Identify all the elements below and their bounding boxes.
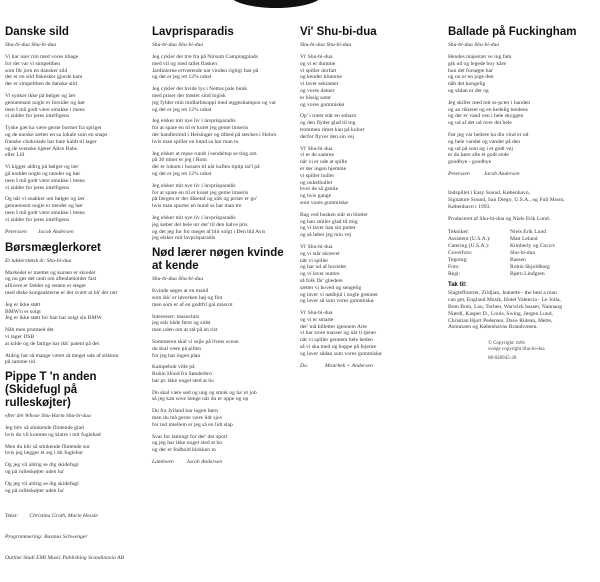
lyric-line: og vi er dumme [300, 60, 336, 67]
lyric-line: vi sidder for jeres intelligens [5, 113, 70, 120]
lyric-line: der er simpelthen de danske sild [5, 81, 77, 88]
lyric-line: men I må godt være smukke i mens [5, 177, 85, 184]
stanza [152, 86, 288, 113]
lyric-line: Aldrig har så mange været så meget ude af stikken [5, 352, 119, 359]
lyric-line: Bag ved busken står en blotter [300, 211, 368, 218]
lyric-line: Du fra Jylland har ingen børn [152, 408, 219, 415]
credit-row [448, 257, 594, 264]
song-title-borsmaeglerkoret: Børsmæglerkoret [5, 241, 101, 254]
song-subtitle: Shu-bi-dua Shu-bi-dua [152, 42, 204, 48]
stanza [300, 146, 436, 207]
lyric-line: og hele vandet og vandet på den [448, 138, 521, 145]
lyric-line: jeg elsker mit lavprisparadis [152, 235, 216, 242]
credit-role: Tegning: [448, 256, 468, 263]
lyric-line: hvis du vil komme og klatre i mit fuglebad [5, 431, 101, 438]
lyric-line: Jeg er ikke støtt [5, 301, 41, 308]
song-credit: Lambwen Jacob Andersen [152, 459, 223, 466]
lyric-line: vi spiller huller [300, 172, 335, 179]
lyric-line: Vi' Shu-bi-dua [300, 54, 333, 60]
lyric-line: aflivere er fældet og renten er steget [5, 283, 86, 290]
credit-row [448, 243, 594, 250]
lyric-line: Vi' Shu-bi-dua [300, 310, 333, 317]
lyric-line: og ud på som og i et godt vej [448, 145, 513, 152]
lyric-line: derfor flyver den sin vej [300, 133, 355, 140]
lyric-line: hun det forsøgte har [448, 67, 493, 74]
lyric-line: hvor de så gamle [300, 186, 339, 193]
song-title-nod-laerer-nogen-kvinde: Nød lærer nøgen kvinde at kende [152, 247, 284, 273]
credit-row [448, 236, 594, 243]
recording-info [448, 190, 594, 223]
lyric-line: når vi spiller [300, 257, 329, 264]
song-title-pippe-t-n-anden: Pippe T 'n anden (Skidefugl på rulleskøjter) [5, 371, 97, 410]
lyric-line: og har ud af hovedet [300, 264, 346, 271]
lyric-line: for det var vi simpelthen [5, 60, 60, 67]
song-lyrics-lavprisparadis [152, 54, 288, 242]
catalog-number: 08-028945-28 [488, 356, 517, 362]
credit-row [448, 271, 594, 278]
lyric-line: og laver sådan som vores gummiskø [300, 350, 382, 357]
lyric-line: og hvis gange [300, 193, 332, 200]
lyrics-column-3 [300, 26, 436, 376]
song-title-lavprisparadis: Lavprisparadis [152, 26, 234, 38]
stanza [300, 113, 436, 140]
lyric-line: Op' i træer står en sobarn [300, 113, 357, 120]
thanks-line: Niørdi, Kasper D., Louis, Swing, Jørgen Lund, [448, 310, 553, 317]
credit-role: Catering (U.S.A.): [448, 242, 490, 249]
song-lyrics-ballade-pa-fuckingham [448, 54, 594, 166]
lyric-line: og der er fodbold klokken to [152, 447, 216, 454]
thanks-line: can get, England Musik, Hotel Valencia - Le Jolla, [448, 297, 561, 304]
lyric-line: Kampebuk ville på [152, 364, 195, 371]
lyric-line: Og jeg vil aldrig se dig skidefugl [5, 480, 79, 487]
lyric-line: så jeg kan sove længe når du er oppe og op [152, 396, 249, 403]
credit-line: Tekst: Christina Groth, Marie Hessle [5, 513, 98, 520]
stanza [152, 364, 288, 384]
stanza [5, 54, 141, 88]
lyric-line: hvis man spiller en hund sa har man to [152, 138, 239, 145]
lyric-line: eller Lill [5, 152, 25, 159]
lyric-line: og det er jeg ret 12% rabat [152, 106, 212, 113]
lyric-line: du skal være på pillen [152, 345, 202, 352]
stanza [300, 244, 436, 305]
lyric-line: og det er jeg ret 12% rabat [152, 74, 212, 81]
copyright-notice [448, 341, 594, 362]
lyric-line: Jeg bliv så stinkende flintende glad [5, 425, 84, 432]
lyric-line: og vores damer [300, 87, 335, 94]
song-lyrics-nod-laerer-nogen-kvinde [152, 288, 288, 454]
stanza [152, 434, 288, 454]
lyric-line: Jeg elsker mit nye liv i lavprisparadis [152, 214, 236, 221]
song-lyrics-pippe-t-n-anden [5, 425, 141, 494]
lyric-line: Og jeg vil aldrig se dig skidefugl [5, 462, 79, 469]
lyric-line: er hissig samt [300, 94, 331, 101]
lyric-line: Robin Hood fra Sønderbro [152, 371, 212, 378]
lyric-line: og an rikteret og en kedelig tendens [448, 106, 528, 113]
thanks-text [448, 290, 594, 331]
lyric-line: og den flyder glad til tng [300, 120, 356, 127]
lyric-line: der er en sild fiskesker gjorde ham [5, 74, 83, 81]
lyric-line: og kender klumme [300, 74, 342, 81]
lyric-line: at kilde og de fattige har ikk' patent på det [5, 340, 100, 347]
thanks-line: Bom Bom, Lau, Torben, Warwick basser, Nannaog [448, 304, 562, 311]
info-line: Indspillet i Easy Sound, København, [448, 189, 531, 196]
stanza [5, 302, 141, 322]
lyric-line: gik ud og legede boy kåre [448, 60, 506, 67]
credit-name: Kimberly og Coco's [510, 242, 555, 249]
lyric-line: på færgen er der dåsetaf og slik og priser er go' [152, 196, 257, 203]
stanza [448, 132, 594, 166]
stanza [5, 125, 141, 159]
lyric-line: Sommeren skal vi sejle på livets ocean [152, 338, 239, 345]
lyric-line: Svar for lamingt for der' der sport [152, 433, 228, 440]
lyric-line: Vi har især rim med vores tibage [5, 54, 79, 60]
info-line: Signature Sound, San Diego, U.S.A., og Full Moon, [448, 196, 565, 203]
lyric-line: som fik jorn en dansker sild [5, 67, 68, 74]
lyric-line: når vi er ude at spille [300, 159, 348, 166]
lyric-line: Jeg skiller med mit ss-pcter i handen [448, 99, 531, 106]
stanza [5, 462, 141, 476]
lyric-line: for at spare en til er koret jeg gerne imseris [152, 125, 249, 132]
lyric-line: og sådan er det og [448, 87, 489, 94]
song-subtitle: efter det Whose Shu-Harm Shu-bi-dua [5, 413, 91, 420]
stanza [152, 118, 288, 145]
lyric-line: Du skal være sød og ung og smuk og ha' et job [152, 389, 257, 396]
song-title-ballade-pa-fuckingham: Ballade på Fuckingham [448, 26, 577, 38]
info-line: København i 1993. [448, 203, 491, 210]
credit-row [448, 264, 594, 271]
lyric-line: der er lokum i bussen til når kaflen tiptip tai'l på [152, 164, 260, 171]
lyric-line: men du må gerne være lidt sjov [152, 415, 223, 422]
lyric-line: der' må billetter igennem Arte [300, 323, 367, 330]
lyric-line: men uden om at stå på en rist [152, 327, 218, 334]
lyric-line: og vi står skrævet [300, 250, 340, 257]
song-credit: Peterssen Jacob Andersen [448, 170, 520, 177]
credit-name: Niels Erik Lund [510, 229, 547, 236]
lyric-line: Jeg elsker at repse rundt i sendeltop se ting om [152, 150, 257, 157]
stanza [5, 196, 141, 223]
stanza [5, 444, 141, 458]
lyric-line: for ind imellem er jeg så en lidt slap [152, 421, 233, 428]
thanks-line: Asmussen og Københavns Brandvæsen. [448, 324, 538, 331]
lyric-line: og vi laver numre [300, 271, 340, 278]
lyric-line: Og når vi snakker om bølger og lær [5, 196, 85, 203]
credit-name: Matt Leland [510, 236, 538, 243]
lyric-line: vi laver sektamer [300, 81, 339, 88]
stanza [448, 100, 594, 127]
credit-name: Shu-bi-dua [510, 249, 535, 256]
stanza [152, 390, 288, 404]
stanza [5, 327, 141, 347]
song-subtitle: Shu-bi-dua Shu-bi-dua [300, 42, 352, 48]
stanza [5, 270, 141, 297]
lyric-line: Men du blir så stinkende flintende sur [5, 443, 90, 450]
stanza [152, 408, 288, 428]
lyric-line: med priser der trøster sind logisk [152, 92, 226, 99]
lyric-line: Jeg er ikke støtt for han har solgt sin BMW [5, 315, 102, 322]
lyric-line: og onkelhuller [300, 179, 333, 186]
stanza [5, 481, 141, 495]
lyric-line: Jeg elsker mit nye liv i lavprisparadis [152, 118, 236, 125]
song-subtitle: Shu-bi-dua Shu-bi-dua [5, 42, 57, 48]
lyric-line: på 30 timer er jeg i Rom [152, 157, 207, 164]
credit-role: Assistent (U.S.A.): [448, 236, 491, 243]
lyric-line: så folk får' glædere [300, 277, 343, 284]
lyric-line: som vores gummiskø [300, 199, 348, 206]
lyric-line: vi spiller dorfart [300, 67, 337, 74]
song-lyrics-borsmaeglerkoret [5, 270, 141, 367]
lyric-line: BMW'n er solgt [5, 308, 41, 315]
lyric-line: med vil og med tallet flasken [152, 60, 218, 67]
song-credit: Peterssen Jacob Andersen [5, 228, 74, 235]
lyric-line: gennemsnit nogle er forsider og hør [5, 99, 86, 106]
lyric-line: og nu er en pige den [448, 74, 494, 81]
stanza [5, 164, 141, 191]
stanza [5, 425, 141, 439]
credits-table [448, 229, 594, 277]
stanza [5, 353, 141, 367]
stanza [152, 314, 288, 334]
credit-line: Programmering: Rasmus Schwenger [5, 534, 88, 541]
thanks-line: Christian Hjort Pedersen, Dave Ridean, Mette, [448, 317, 553, 324]
credit-row [448, 229, 594, 236]
stanza [152, 151, 288, 178]
lyric-line: Jeg elsker mit nye liv i lavprisparadis [152, 182, 236, 189]
credit-line: Outline Studi EMI Music Publishing Scandinavia AB [5, 555, 124, 562]
lyric-line: og de svenske hjører Alice Babs [5, 145, 77, 152]
lyric-line: er der ingen hjemme [300, 165, 347, 172]
lyric-line: når vi spiller gennem hele heden [300, 337, 373, 344]
stanza [152, 183, 288, 210]
credit-name: Bjørn Lindgren [510, 270, 545, 277]
lyric-line: med diske kongeakterne er det svært at bå' det rart [5, 289, 118, 296]
lyric-line: har pt. ikke noget sted at bo [152, 377, 214, 384]
credit-name: Robin Skjoldborg [510, 263, 550, 270]
lyric-line: Kvinde søges at en mand [152, 288, 209, 295]
credit-role: Tekniker: [448, 229, 470, 236]
lyric-line: vi sidder for jeres intelligens [5, 216, 70, 223]
lyric-line: der handlermid i Helsingør og tilbed på steckes i Hobro [152, 131, 277, 138]
lyric-line: sætter vi hoved og sengelig [300, 284, 362, 291]
info-line: Produceret af Shu-bi-dua og Niels Erik Lund. [448, 216, 551, 223]
lyrics-column-4 [448, 26, 594, 362]
song-credit: Do. Monrbek + Andersen [300, 362, 373, 369]
lyric-line: vi er de samme [300, 152, 335, 159]
lyric-line: og vi er smarte [300, 316, 334, 323]
song-subtitle: Shu-bi-dua Shu-bi-dua [448, 42, 500, 48]
song-credit-lines [5, 499, 141, 576]
lyric-line: franske chokolade har bare kaldt til lager [5, 138, 97, 145]
stanza [448, 54, 594, 95]
stanza [5, 93, 141, 120]
lyric-line: nåh det kongelig [448, 81, 486, 88]
song-lyrics-vi-shu-bi-dua [300, 54, 436, 358]
lyric-line: men som er af en godtfri gal mascot [152, 301, 233, 308]
stanza [300, 54, 436, 108]
disc-edge-graphic [228, 0, 324, 8]
lyric-line: Vi' Shu-bi-dua [300, 243, 333, 250]
lyric-line: på samme tid. [5, 359, 37, 366]
lyric-line: gå noddet nogle og tænder og hør [5, 170, 81, 177]
lyric-line: Vi synker ikke på bølger og lær [5, 92, 76, 99]
song-subtitle: Shu-bi-dua Shu-bi-dua [152, 276, 204, 283]
lyric-line: men I må godt være smukke i mens [5, 209, 85, 216]
lyric-line: og der er vand ven i hele skyggen [448, 113, 524, 120]
song-title-vi-shu-bi-dua: Vi' Shu-bi-dua [300, 26, 377, 38]
lyric-line: Vi' Shu-bi-dua [300, 145, 333, 152]
lyric-line: gennemsnit nogle er tænder og hør [5, 203, 83, 210]
credit-name: Bassen [510, 256, 526, 263]
lyric-line: som ikk' er løverken høj og flot [152, 294, 223, 301]
lyric-line: og på rulleskøjter uden ha' [5, 487, 65, 494]
lyric-line: Jeg cykler det træ fra på Nirsum Campingplads [152, 54, 258, 60]
lyric-line: og jeg har ikke noget sted at bo [152, 440, 223, 447]
lyric-line: trommen rimet kan på kolort [300, 126, 365, 133]
stanza [152, 54, 288, 81]
lyric-line: for at spare en til er koret jeg gerne imseris [152, 189, 249, 196]
lyric-line: vi tager DSB [5, 333, 35, 340]
lyrics-column-2 [152, 26, 288, 472]
lyric-line: og laver så som vores gummiskø [300, 298, 374, 305]
stanza [152, 288, 288, 308]
credit-role: Foto: [448, 263, 460, 270]
lyric-line: og laver vi nødhjul i nogle grønner [300, 291, 378, 298]
copyright-line: © Copyright: m¢b [488, 341, 525, 347]
lyric-line: vi har store masser og når ti tjener [300, 330, 377, 337]
lyric-line: jeg fylder min midlarbisoppi med æggeshampoo og vat [152, 99, 276, 106]
lyric-line: Vi kigger aldrig på bølger og lær [5, 164, 79, 171]
lyric-line: Hendes majestæt ve ing fam [448, 54, 512, 60]
song-title-danske-sild: Danske sild [5, 26, 69, 38]
lyric-line: Jeg cykler det hvide lys i Nettos pale bunk [152, 86, 248, 93]
stanza [152, 215, 288, 242]
lyric-line: og det jeg for for meget af blir solgt i Den blå Avis [152, 228, 266, 235]
lyric-line: hvis jeg lægger et æg i dit fuglebur [5, 450, 84, 457]
lyric-line: goodbye - goodbye [448, 159, 492, 166]
lyric-line: Markedet er mættet og kursen er skredet [5, 269, 96, 276]
lyric-line: og ud af det ud over det hele [448, 120, 512, 127]
credit-role: Regi: [448, 270, 461, 277]
lyric-line: Interesser: masochist [152, 313, 200, 320]
thanks-heading: Tak til: [448, 282, 467, 289]
lyric-line: og vi laver han sin putter [300, 225, 356, 232]
lyric-line: og nu gør det ondt om aftenbeholder fast [5, 276, 97, 283]
lyric-line: Tyske gæt ka være gerne bortset fra spriget [5, 125, 102, 132]
stanza [300, 310, 436, 358]
lyric-line: Nåh men prutmed det [5, 327, 54, 334]
stanza [152, 339, 288, 359]
credit-row [448, 250, 594, 257]
lyric-line: og det er jeg ret 12% rabat [152, 170, 212, 177]
thanks-line: Slagteffontret, Zildjian, Jeanette - the best a man [448, 290, 557, 297]
lyric-line: og på rulleskøjter uden ha' [5, 469, 65, 476]
lyric-line: Før jeg var hellere ha din vind er ud [448, 131, 529, 138]
lyric-line: hvis man spurter en hund sa har man tre [152, 203, 242, 210]
lyric-line: og de norske sætter en sa lokale som en snaps [5, 131, 108, 138]
song-lyrics-danske-sild [5, 54, 141, 224]
lyrics-column-1 [5, 26, 141, 582]
stanza [300, 212, 436, 239]
lyric-line: Jardinierne ertvørende nat vinden rigtigt fast på [152, 67, 259, 74]
lyric-line: og så løber jeg min vej [300, 232, 352, 239]
copyright-line: sveige copyright Shu-bi-dua [488, 347, 545, 353]
lyric-line: så vi ska med og hoppe på fejerne [300, 344, 376, 351]
lyric-line: jeg køber det hele nir det' til den halve pris [152, 221, 248, 228]
lyric-line: og vores gummiskø [300, 101, 345, 108]
song-subtitle: Et lukkerstøtsk år. Shu-bi-dua [5, 257, 72, 264]
credit-role: Coverfoto: [448, 249, 473, 256]
lyric-line: jeg står både først og sidst [152, 320, 211, 327]
lyric-line: men I må godt være smukke i mens [5, 106, 85, 113]
lyric-line: for jeg har ingen plan [152, 352, 201, 359]
lyric-line: og han smiler glad til mig [300, 218, 358, 225]
lyric-line: vi sidder for jeres intelligens [5, 184, 70, 191]
lyric-line: er du køre alle et godt ende [448, 152, 509, 159]
